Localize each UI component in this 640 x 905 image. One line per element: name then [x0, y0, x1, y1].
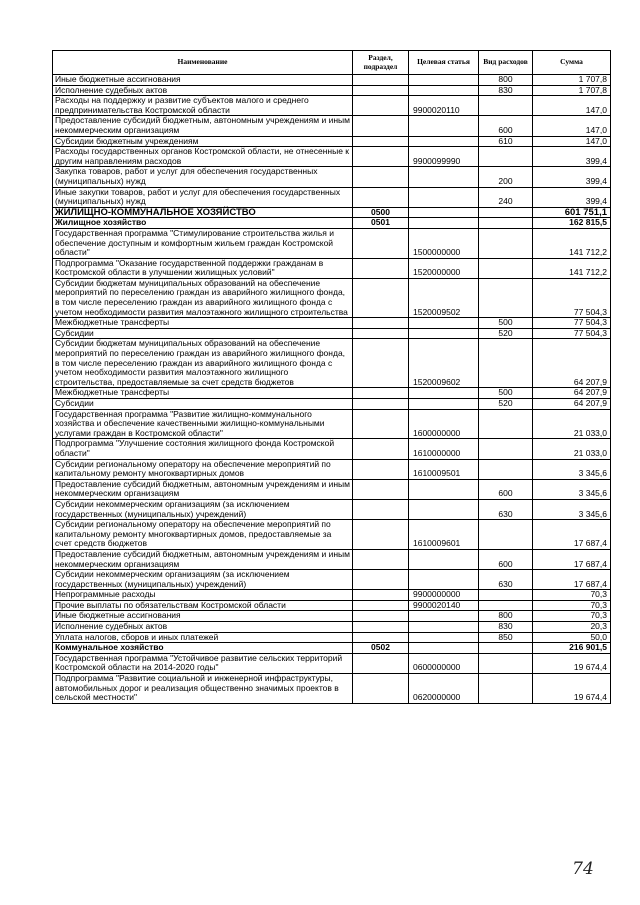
- row-name-cell: ЖИЛИЩНО-КОММУНАЛЬНОЕ ХОЗЯЙСТВО: [53, 207, 353, 218]
- row-name-cell: Непрограммные расходы: [53, 590, 353, 601]
- row-name-cell: Субсидии бюджетным учреждениям: [53, 136, 353, 147]
- table-row: [53, 611, 611, 622]
- row-article-cell: [409, 570, 479, 590]
- table-row: [53, 187, 611, 207]
- row-name-cell: Субсидии некоммерческим организациям (за исключением государственных (муниципальных) учреждений): [53, 570, 353, 590]
- header-article: Целевая статья: [409, 51, 479, 75]
- row-name-cell: Предоставление субсидий бюджетным, автономным учреждениям и иным некоммерческим организациям: [53, 479, 353, 499]
- row-name-cell: Прочие выплаты по обязательствам Костромской области: [53, 600, 353, 611]
- row-sum-cell: 141 712,2: [533, 258, 611, 278]
- row-expense-type-cell: [479, 409, 533, 439]
- row-section-cell: [353, 187, 409, 207]
- row-name-cell: Субсидии: [53, 399, 353, 410]
- row-expense-type-cell: [479, 459, 533, 479]
- row-article-cell: [409, 207, 479, 218]
- table-row: [53, 318, 611, 329]
- table-row: [53, 258, 611, 278]
- table-row: [53, 622, 611, 633]
- row-sum-cell: 399,4: [533, 147, 611, 167]
- row-name-cell: Субсидии некоммерческим организациям (за исключением государственных (муниципальных) учреждений): [53, 499, 353, 519]
- row-expense-type-cell: [479, 643, 533, 654]
- row-expense-type-cell: 600: [479, 116, 533, 136]
- table-row: [53, 479, 611, 499]
- row-sum-cell: 64 207,9: [533, 399, 611, 410]
- row-name-cell: Расходы на поддержку и развитие субъектов малого и среднего предпринимательства Костромской области: [53, 96, 353, 116]
- row-section-cell: [353, 622, 409, 633]
- row-name-cell: Субсидии бюджетам муниципальных образований на обеспечение мероприятий по переселению граждан из аварийного жилищного фонда, в том числе переселению граждан из аварийного жилищного фонда с учетом необходимости развития малоэтажного жилищного строительства: [53, 278, 353, 317]
- row-section-cell: [353, 96, 409, 116]
- table-row: [53, 218, 611, 229]
- row-article-cell: 1610009601: [409, 520, 479, 550]
- row-article-cell: 1520009502: [409, 278, 479, 317]
- table-row: [53, 75, 611, 86]
- row-name-cell: Субсидии региональному оператору на обеспечение мероприятий по капитальному ремонту многоквартирных домов: [53, 459, 353, 479]
- row-name-cell: Субсидии: [53, 328, 353, 339]
- table-row: [53, 409, 611, 439]
- row-expense-type-cell: [479, 278, 533, 317]
- row-expense-type-cell: 600: [479, 549, 533, 569]
- row-section-cell: [353, 570, 409, 590]
- row-section-cell: [353, 549, 409, 569]
- table-row: [53, 339, 611, 388]
- table-row: [53, 399, 611, 410]
- row-section-cell: [353, 399, 409, 410]
- page-number: 74: [572, 859, 594, 879]
- row-article-cell: [409, 187, 479, 207]
- row-sum-cell: 21 033,0: [533, 409, 611, 439]
- row-article-cell: 9900020110: [409, 96, 479, 116]
- row-sum-cell: 70,3: [533, 600, 611, 611]
- row-section-cell: [353, 258, 409, 278]
- row-expense-type-cell: [479, 207, 533, 218]
- row-section-cell: [353, 318, 409, 329]
- row-section-cell: [353, 611, 409, 622]
- row-section-cell: [353, 75, 409, 86]
- budget-document: [52, 50, 610, 704]
- row-expense-type-cell: 850: [479, 632, 533, 643]
- row-name-cell: Иные закупки товаров, работ и услуг для обеспечения государственных (муниципальных) нужд: [53, 187, 353, 207]
- row-section-cell: 0502: [353, 643, 409, 654]
- row-article-cell: [409, 479, 479, 499]
- row-name-cell: Предоставление субсидий бюджетным, автономным учреждениям и иным некоммерческим организациям: [53, 116, 353, 136]
- row-article-cell: [409, 399, 479, 410]
- table-row: [53, 207, 611, 218]
- row-section-cell: [353, 674, 409, 704]
- row-name-cell: Подпрограмма "Развитие социальной и инженерной инфраструктуры, автомобильных дорог и реализация общественно значимых проектов в сельской местности": [53, 674, 353, 704]
- header-sum: Сумма: [533, 51, 611, 75]
- table-row: [53, 600, 611, 611]
- row-expense-type-cell: 800: [479, 611, 533, 622]
- row-section-cell: [353, 388, 409, 399]
- row-sum-cell: 216 901,5: [533, 643, 611, 654]
- row-name-cell: Исполнение судебных актов: [53, 85, 353, 96]
- row-sum-cell: 3 345,6: [533, 479, 611, 499]
- row-sum-cell: 77 504,3: [533, 328, 611, 339]
- row-expense-type-cell: 830: [479, 622, 533, 633]
- row-article-cell: [409, 632, 479, 643]
- table-row: [53, 653, 611, 673]
- row-sum-cell: 399,4: [533, 187, 611, 207]
- table-row: [53, 674, 611, 704]
- header-section: Раздел, подраздел: [353, 51, 409, 75]
- row-expense-type-cell: [479, 147, 533, 167]
- row-article-cell: [409, 318, 479, 329]
- row-sum-cell: 20,3: [533, 622, 611, 633]
- row-sum-cell: 141 712,2: [533, 228, 611, 258]
- header-expense-type: Вид расходов: [479, 51, 533, 75]
- row-article-cell: [409, 218, 479, 229]
- table-row: [53, 439, 611, 459]
- row-expense-type-cell: 200: [479, 167, 533, 187]
- row-section-cell: [353, 85, 409, 96]
- row-sum-cell: 601 751,1: [533, 207, 611, 218]
- row-section-cell: [353, 167, 409, 187]
- table-body: [53, 75, 611, 704]
- row-name-cell: Закупка товаров, работ и услуг для обеспечения государственных (муниципальных) нужд: [53, 167, 353, 187]
- row-sum-cell: 19 674,4: [533, 653, 611, 673]
- row-article-cell: [409, 116, 479, 136]
- budget-table: [52, 50, 611, 704]
- row-expense-type-cell: 610: [479, 136, 533, 147]
- table-row: [53, 459, 611, 479]
- row-article-cell: 1500000000: [409, 228, 479, 258]
- table-header-row: [53, 51, 611, 75]
- row-article-cell: [409, 167, 479, 187]
- row-sum-cell: 64 207,9: [533, 339, 611, 388]
- row-sum-cell: 70,3: [533, 611, 611, 622]
- row-section-cell: [353, 459, 409, 479]
- row-name-cell: Государственная программа "Устойчивое развитие сельских территорий Костромской области на 2014-2020 годы": [53, 653, 353, 673]
- table-row: [53, 643, 611, 654]
- row-expense-type-cell: [479, 258, 533, 278]
- row-sum-cell: 21 033,0: [533, 439, 611, 459]
- table-row: [53, 388, 611, 399]
- row-name-cell: Иные бюджетные ассигнования: [53, 75, 353, 86]
- row-article-cell: [409, 549, 479, 569]
- row-expense-type-cell: 630: [479, 570, 533, 590]
- row-section-cell: [353, 228, 409, 258]
- row-article-cell: 0600000000: [409, 653, 479, 673]
- row-section-cell: [353, 479, 409, 499]
- row-expense-type-cell: [479, 439, 533, 459]
- row-sum-cell: 77 504,3: [533, 318, 611, 329]
- table-row: [53, 549, 611, 569]
- row-sum-cell: 70,3: [533, 590, 611, 601]
- row-sum-cell: 399,4: [533, 167, 611, 187]
- table-row: [53, 85, 611, 96]
- table-row: [53, 328, 611, 339]
- row-expense-type-cell: 240: [479, 187, 533, 207]
- row-name-cell: Расходы государственных органов Костромской области, не отнесенные к другим направлениям расходов: [53, 147, 353, 167]
- row-article-cell: [409, 499, 479, 519]
- row-expense-type-cell: 520: [479, 328, 533, 339]
- row-expense-type-cell: 830: [479, 85, 533, 96]
- row-name-cell: Коммунальное хозяйство: [53, 643, 353, 654]
- row-name-cell: Подпрограмма "Оказание государственной поддержки гражданам в Костромской области в улучшении жилищных условий": [53, 258, 353, 278]
- row-name-cell: Предоставление субсидий бюджетным, автономным учреждениям и иным некоммерческим организациям: [53, 549, 353, 569]
- table-row: [53, 499, 611, 519]
- row-article-cell: [409, 388, 479, 399]
- row-sum-cell: 3 345,6: [533, 459, 611, 479]
- row-section-cell: [353, 499, 409, 519]
- row-article-cell: [409, 75, 479, 86]
- table-row: [53, 632, 611, 643]
- row-expense-type-cell: 520: [479, 399, 533, 410]
- row-article-cell: 1600000000: [409, 409, 479, 439]
- table-row: [53, 590, 611, 601]
- row-article-cell: [409, 85, 479, 96]
- row-expense-type-cell: 600: [479, 479, 533, 499]
- row-section-cell: [353, 116, 409, 136]
- table-row: [53, 147, 611, 167]
- row-sum-cell: 77 504,3: [533, 278, 611, 317]
- row-expense-type-cell: [479, 590, 533, 601]
- row-sum-cell: 64 207,9: [533, 388, 611, 399]
- table-row: [53, 136, 611, 147]
- row-expense-type-cell: [479, 218, 533, 229]
- row-name-cell: Уплата налогов, сборов и иных платежей: [53, 632, 353, 643]
- row-sum-cell: 162 815,5: [533, 218, 611, 229]
- row-name-cell: Государственная программа "Развитие жилищно-коммунального хозяйства и обеспечение качественными жилищно-коммунальными услугами граждан в Костромской области": [53, 409, 353, 439]
- row-section-cell: [353, 328, 409, 339]
- row-name-cell: Межбюджетные трансферты: [53, 318, 353, 329]
- row-article-cell: 1520000000: [409, 258, 479, 278]
- row-sum-cell: 147,0: [533, 136, 611, 147]
- row-article-cell: 9900020140: [409, 600, 479, 611]
- row-expense-type-cell: [479, 653, 533, 673]
- header-name: Наименование: [53, 51, 353, 75]
- row-name-cell: Жилищное хозяйство: [53, 218, 353, 229]
- row-expense-type-cell: [479, 600, 533, 611]
- row-article-cell: [409, 611, 479, 622]
- row-section-cell: [353, 520, 409, 550]
- row-section-cell: [353, 632, 409, 643]
- row-name-cell: Межбюджетные трансферты: [53, 388, 353, 399]
- row-article-cell: [409, 328, 479, 339]
- row-section-cell: 0501: [353, 218, 409, 229]
- row-sum-cell: 3 345,6: [533, 499, 611, 519]
- row-name-cell: Субсидии бюджетам муниципальных образований на обеспечение мероприятий по переселению граждан из аварийного жилищного фонда, в том числе переселению граждан из аварийного жилищного фонда с учетом необходимости развития малоэтажного жилищного строительства, предоставляемые за счет средств бюджетов: [53, 339, 353, 388]
- row-article-cell: 1520009602: [409, 339, 479, 388]
- row-expense-type-cell: [479, 96, 533, 116]
- row-name-cell: Государственная программа "Стимулирование строительства жилья и обеспечение доступным и комфортным жильем граждан Костромской области": [53, 228, 353, 258]
- row-section-cell: [353, 147, 409, 167]
- row-article-cell: 1610009501: [409, 459, 479, 479]
- table-row: [53, 278, 611, 317]
- row-section-cell: [353, 653, 409, 673]
- table-row: [53, 228, 611, 258]
- row-expense-type-cell: 500: [479, 318, 533, 329]
- row-section-cell: [353, 600, 409, 611]
- row-article-cell: 0620000000: [409, 674, 479, 704]
- row-section-cell: [353, 409, 409, 439]
- row-expense-type-cell: 630: [479, 499, 533, 519]
- row-section-cell: [353, 136, 409, 147]
- row-name-cell: Подпрограмма "Улучшение состояния жилищного фонда Костромской области": [53, 439, 353, 459]
- row-sum-cell: 17 687,4: [533, 520, 611, 550]
- row-article-cell: 9900099990: [409, 147, 479, 167]
- row-name-cell: Субсидии региональному оператору на обеспечение мероприятий по капитальному ремонту многоквартирных домов, предоставляемые за счет средств бюджетов: [53, 520, 353, 550]
- row-sum-cell: 50,0: [533, 632, 611, 643]
- row-name-cell: Исполнение судебных актов: [53, 622, 353, 633]
- row-section-cell: [353, 439, 409, 459]
- table-row: [53, 570, 611, 590]
- row-sum-cell: 17 687,4: [533, 549, 611, 569]
- table-row: [53, 167, 611, 187]
- row-sum-cell: 19 674,4: [533, 674, 611, 704]
- row-article-cell: [409, 136, 479, 147]
- row-section-cell: [353, 339, 409, 388]
- row-article-cell: 1610000000: [409, 439, 479, 459]
- row-article-cell: [409, 643, 479, 654]
- row-sum-cell: 147,0: [533, 116, 611, 136]
- table-row: [53, 96, 611, 116]
- row-expense-type-cell: [479, 228, 533, 258]
- row-expense-type-cell: [479, 674, 533, 704]
- row-expense-type-cell: 800: [479, 75, 533, 86]
- row-expense-type-cell: 500: [479, 388, 533, 399]
- row-expense-type-cell: [479, 339, 533, 388]
- row-section-cell: [353, 278, 409, 317]
- row-section-cell: 0500: [353, 207, 409, 218]
- row-name-cell: Иные бюджетные ассигнования: [53, 611, 353, 622]
- row-sum-cell: 1 707,8: [533, 85, 611, 96]
- row-article-cell: [409, 622, 479, 633]
- row-section-cell: [353, 590, 409, 601]
- row-expense-type-cell: [479, 520, 533, 550]
- row-sum-cell: 17 687,4: [533, 570, 611, 590]
- row-sum-cell: 1 707,8: [533, 75, 611, 86]
- row-article-cell: 9900000000: [409, 590, 479, 601]
- table-row: [53, 520, 611, 550]
- table-row: [53, 116, 611, 136]
- row-sum-cell: 147,0: [533, 96, 611, 116]
